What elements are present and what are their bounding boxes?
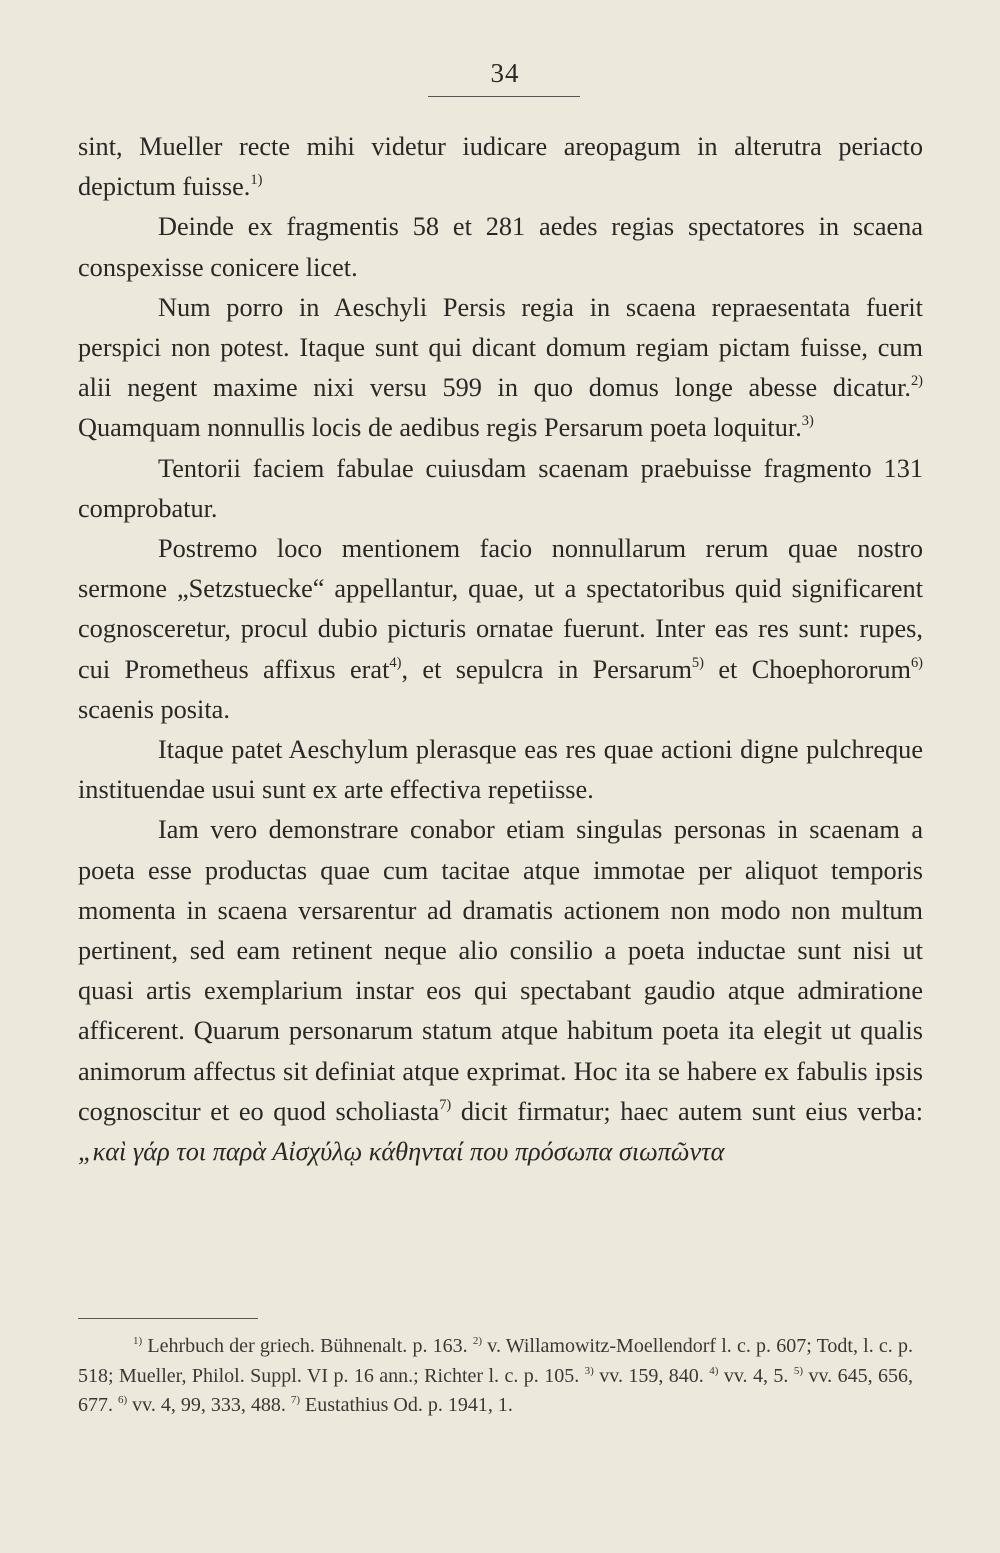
page-number-rule (428, 96, 580, 97)
footnote-marker: 4) (709, 1364, 719, 1377)
text-segment: Tentorii faciem fabulae cuiusdam scaenam praebuisse fragmento 131 comprobatur. (78, 453, 923, 523)
text-segment: scaenis posita. (78, 694, 230, 724)
text-segment: vv. 159, 840. (593, 1364, 710, 1387)
text-segment: Iam vero demonstrare conabor etiam singulas personas in scaenam a poeta esse productas quae cum tacitae atque immotae per aliquot temporis momenta in scaena versarentur ad dramatis actionem non modo non multum pertinent, sed eam retinent neque alio consilio a poeta inductae sunt nisi ut quasi artis exemplarium instar eos qui spectabant gaudio atque admiratione afficerent. Quarum personarum statum atque habitum poeta ita elegit ut qualis animorum affectus sit definiat atque exprimat. Hoc ita se habere ex fabulis ipsis cognoscitur et eo quod scholiasta (78, 815, 923, 1126)
footnote-marker: 4) (389, 654, 402, 671)
text-segment: sint, Mueller recte mihi videtur iudicare areopagum in alterutra periacto depictum fuisse. (78, 132, 923, 202)
footnote-marker: 5) (691, 654, 704, 671)
text-segment: Itaque patet Aeschylum plerasque eas res quae actioni digne pulchreque instituendae usui sunt ex arte effectiva repetiisse. (78, 735, 923, 805)
text-segment: vv. 4, 99, 333, 488. (127, 1394, 291, 1417)
footnote-marker: 1) (250, 172, 263, 189)
text-segment: Deinde ex fragmentis 58 et 281 aedes regias spectatores in scaena conspexisse conicere licet. (78, 212, 923, 282)
footnotes (78, 1332, 913, 1421)
footnote-marker: 3) (584, 1364, 594, 1377)
text-segment: Quamquam nonnullis locis de aedibus regis Persarum poeta loquitur. (78, 413, 802, 443)
text-segment: vv. 645, 656, 677. (78, 1364, 914, 1417)
footnote-marker: 7) (439, 1097, 452, 1114)
footnote-rule (78, 1318, 258, 1319)
text-segment: v. Willamowitz-Moellendorf l. c. p. 607; Todt, l. c. p. 518; Mueller, Philol. Suppl. VI p. 16 ann.; Richter l. c. p. 105. (78, 1335, 913, 1387)
paragraph (78, 810, 923, 1172)
text-segment: dicit firmatur; haec autem sunt eius verba: (451, 1096, 923, 1126)
footnote-text (78, 1332, 913, 1421)
text-segment: Eustathius Od. p. 1941, 1. (300, 1394, 513, 1417)
footnote-marker: 1) (133, 1334, 143, 1347)
footnote-marker: 2) (472, 1334, 483, 1347)
text-segment: Lehrbuch der griech. Bühnenalt. p. 163. (142, 1335, 473, 1357)
page-number: 34 (490, 58, 520, 88)
paragraph (78, 529, 923, 730)
text-segment: , et sepulcra in Persarum (401, 654, 692, 684)
footnote-marker: 7) (290, 1393, 301, 1406)
text-segment: Num porro in Aeschyli Persis regia in scaena repraesentata fuerit perspici non potest. Itaque sunt qui dicant domum regiam pictam fuisse, cum alii negent maxime nixi versu 599 in quo domus longe abesse dicatur. (78, 292, 923, 403)
text-segment: vv. 4, 5. (718, 1364, 794, 1387)
footnote-marker: 6) (118, 1393, 128, 1406)
paragraph (78, 127, 923, 207)
body-text (78, 127, 923, 1172)
footnote-marker: 2) (910, 373, 923, 390)
footnote-marker: 6) (910, 654, 923, 671)
text-segment: et Choephororum (703, 654, 911, 684)
greek-quotation: „καὶ γάρ τοι παρὰ Αἰσχύλῳ κάθηνταί που πρόσωπα σιωπῶντα (78, 1137, 725, 1167)
text-segment: Postremo loco mentionem facio nonnullarum rerum quae nostro sermone „Setzstuecke“ appellantur, quae, ut a spectatoribus quid significarent cognosceretur, procul dubio picturis ornatae fuerunt. Inter eas res sunt: rupes, cui Prometheus affixus erat (78, 534, 923, 684)
paragraph (78, 730, 923, 810)
paragraph (78, 449, 923, 529)
footnote-marker: 5) (793, 1364, 804, 1377)
footnote-marker: 3) (801, 413, 814, 430)
paragraph (78, 288, 923, 449)
paragraph (78, 207, 923, 287)
